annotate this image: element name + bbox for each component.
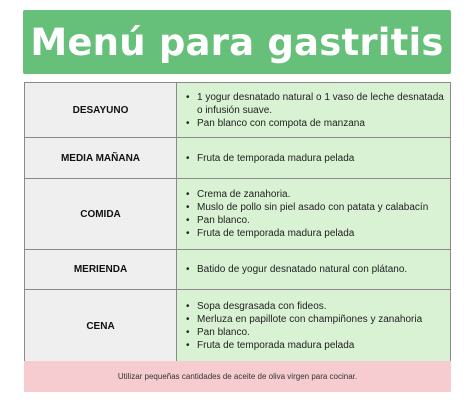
- meal-items-cell: [177, 250, 451, 290]
- table-row-comida: [25, 179, 451, 250]
- list-item: • Fruta de temporada madura pelada: [197, 339, 444, 352]
- footer-note: [24, 361, 451, 392]
- meal-items-cell: [177, 179, 451, 250]
- meal-items-cell: [177, 138, 451, 179]
- table-row-desayuno: [25, 83, 451, 138]
- list-item: • Muslo de pollo sin piel asado con patata y calabacín: [197, 201, 444, 214]
- list-item: • Pan blanco.: [197, 214, 444, 227]
- meal-items-cell: [177, 290, 451, 363]
- table-row-cena: [25, 290, 451, 363]
- meal-items-list: [185, 152, 444, 165]
- table-row-media-manana: [25, 138, 451, 179]
- list-item: • Fruta de temporada madura pelada: [197, 227, 444, 240]
- meal-name-cell: MEDIA MAÑANA: [25, 138, 177, 179]
- meal-items-list: [185, 263, 444, 276]
- meal-name-cell: DESAYUNO: [25, 83, 177, 138]
- meal-name-cell: MERIENDA: [25, 250, 177, 290]
- meal-name-cell: CENA: [25, 290, 177, 363]
- meal-items-cell: [177, 83, 451, 138]
- meal-items-list: [185, 91, 444, 130]
- list-item: • Pan blanco.: [197, 326, 444, 339]
- meal-items-list: [185, 188, 444, 240]
- meal-items-list: [185, 300, 444, 352]
- footer-note-text: Utilizar pequeñas cantidades de aceite de oliva virgen para cocinar.: [117, 372, 358, 381]
- list-item: • Pan blanco con compota de manzana: [197, 117, 444, 130]
- list-item: • Merluza en papillote con champiñones y zanahoria: [197, 313, 444, 326]
- list-item: • Batido de yogur desnatado natural con plátano.: [197, 263, 444, 276]
- page-title: Menú para gastritis: [30, 20, 444, 64]
- list-item: • Crema de zanahoria.: [197, 188, 444, 201]
- list-item: • Sopa desgrasada con fideos.: [197, 300, 444, 313]
- title-banner: [23, 10, 451, 74]
- list-item: • Fruta de temporada madura pelada: [197, 152, 444, 165]
- menu-table: [24, 82, 451, 363]
- list-item: • 1 yogur desnatado natural o 1 vaso de leche desnatada o infusión suave.: [197, 91, 444, 117]
- table-row-merienda: [25, 250, 451, 290]
- meal-name-cell: COMIDA: [25, 179, 177, 250]
